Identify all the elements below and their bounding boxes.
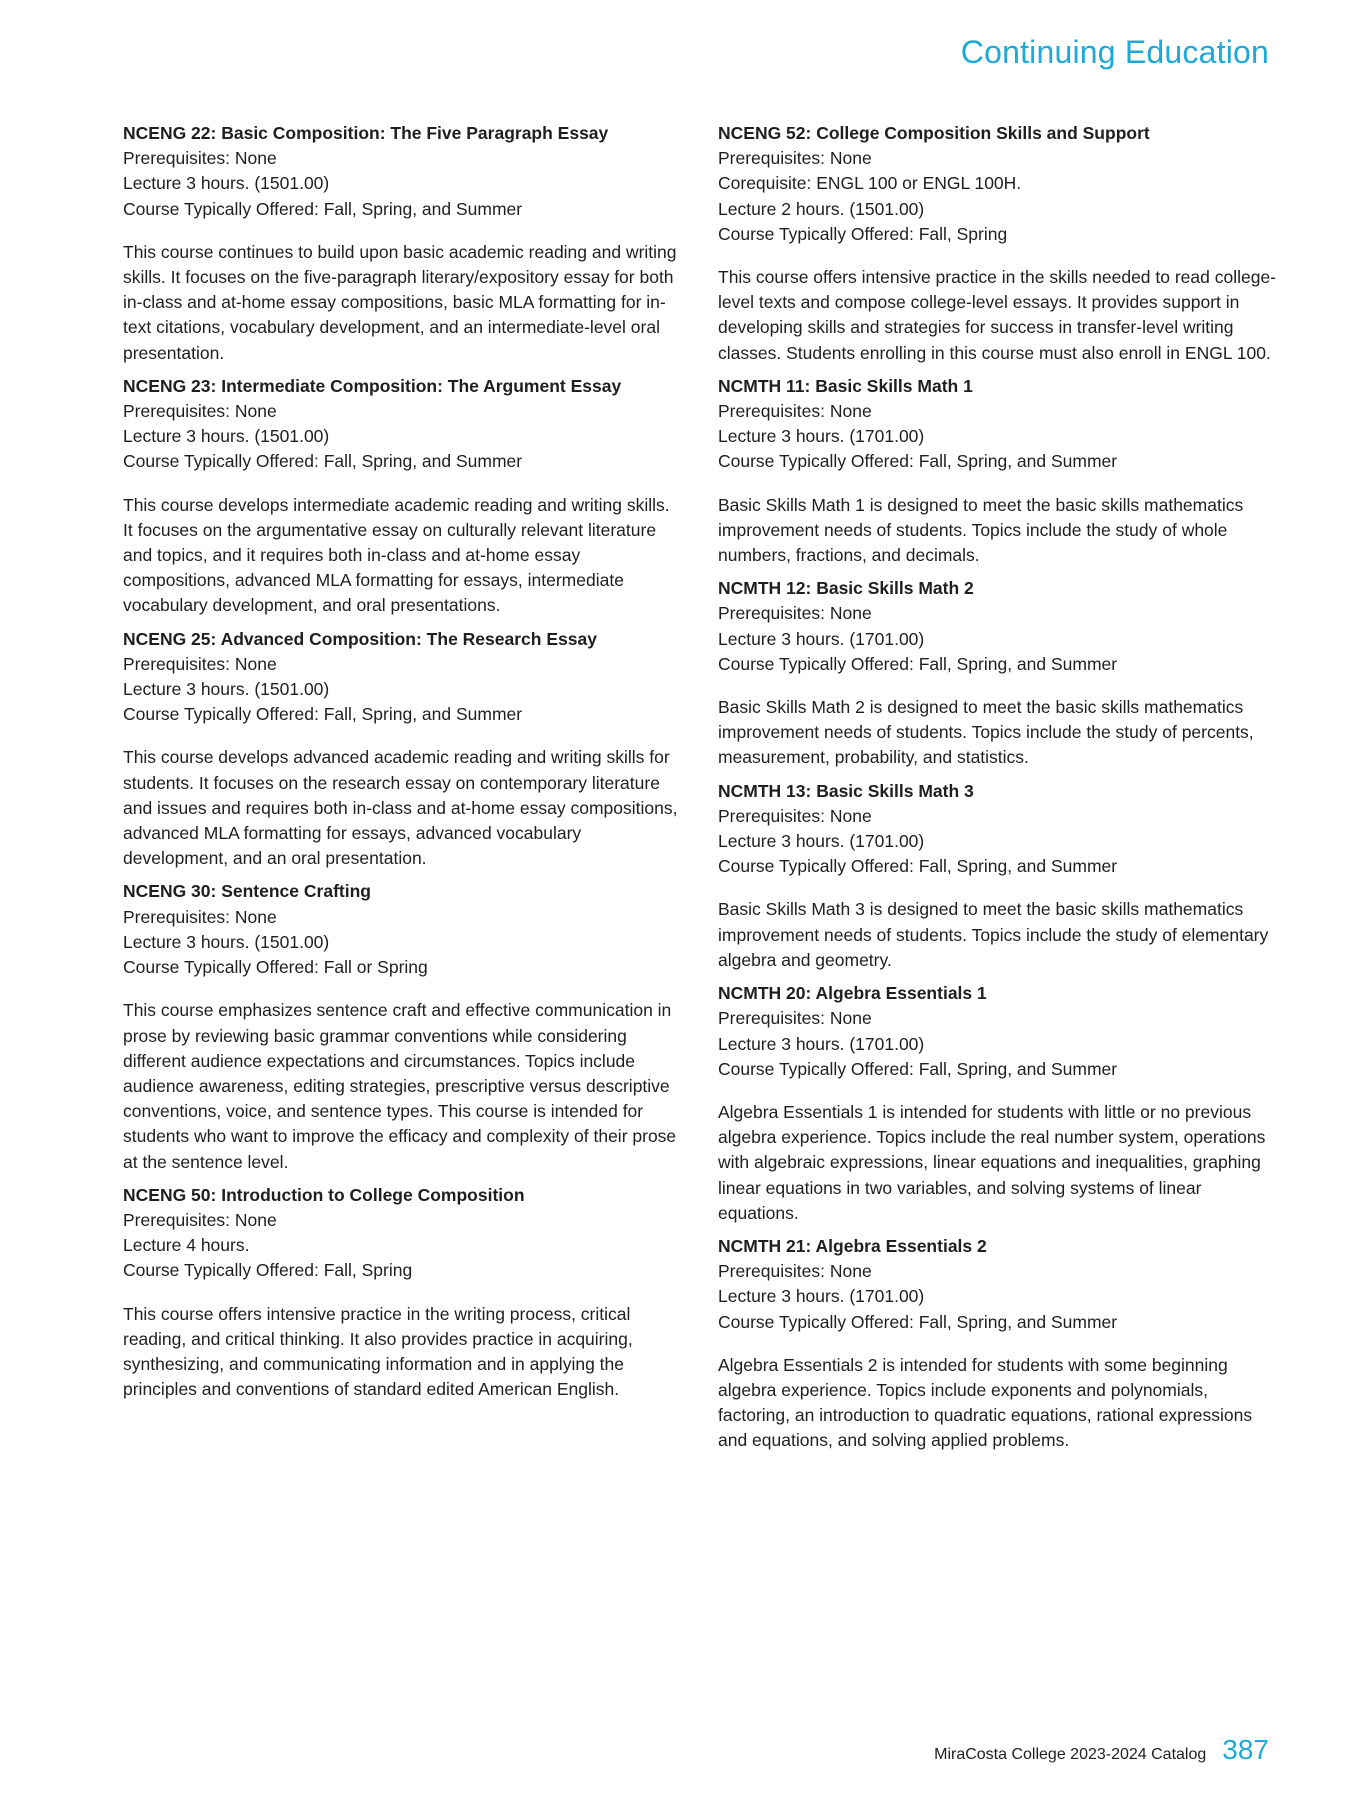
course-hours: Lecture 3 hours. (1501.00)	[123, 679, 330, 700]
page-number: 387	[1222, 1734, 1269, 1765]
course-entry	[718, 779, 1278, 973]
course-entry	[718, 981, 1278, 1226]
course-offered: Course Typically Offered: Fall, Spring	[123, 1260, 413, 1281]
course-hours: Lecture 3 hours. (1701.00)	[718, 426, 925, 447]
course-title: NCENG 50: Introduction to College Composition	[123, 1184, 525, 1205]
course-offered: Course Typically Offered: Fall or Spring	[123, 957, 428, 978]
course-hours: Lecture 2 hours. (1501.00)	[718, 198, 925, 219]
course-description: Basic Skills Math 3 is designed to meet the basic skills mathematics improvement needs of students. Topics include the study of elementary algebra and geometry.	[718, 899, 1269, 970]
course-entry	[123, 121, 683, 366]
course-prerequisites: Prerequisites: None	[123, 401, 277, 422]
course-offered: Course Typically Offered: Fall, Spring, and Summer	[718, 1058, 1118, 1079]
page-footer	[934, 1734, 1269, 1766]
course-corequisite: Corequisite: ENGL 100 or ENGL 100H.	[718, 173, 1022, 194]
course-column-left	[123, 121, 683, 1410]
course-prerequisites: Prerequisites: None	[123, 148, 277, 169]
course-description: This course emphasizes sentence craft and effective communication in prose by reviewing basic grammar conventions while considering different audience expectations and circumstances. Topics include audience awareness, editing strategies, prescriptive versus descriptive conventions, voice, and sentence types. This course is intended for students who want to improve the efficacy and complexity of their prose at the sentence level.	[123, 1000, 677, 1172]
course-hours: Lecture 4 hours.	[123, 1235, 250, 1256]
course-entry	[718, 576, 1278, 770]
course-entry	[718, 374, 1278, 568]
course-hours: Lecture 3 hours. (1501.00)	[123, 173, 330, 194]
course-prerequisites: Prerequisites: None	[718, 603, 872, 624]
course-entry	[718, 1234, 1278, 1454]
course-title: NCMTH 12: Basic Skills Math 2	[718, 578, 974, 599]
course-prerequisites: Prerequisites: None	[718, 805, 872, 826]
course-hours: Lecture 3 hours. (1701.00)	[718, 628, 925, 649]
course-description: This course continues to build upon basic academic reading and writing skills. It focuses on the five-paragraph literary/expository essay for both in-class and at-home essay compositions, basic MLA formatting for in-text citations, vocabulary development, and an intermediate-level oral presentation.	[123, 241, 677, 363]
course-description: Basic Skills Math 2 is designed to meet the basic skills mathematics improvement needs of students. Topics include the study of percents, measurement, probability, and statistics.	[718, 697, 1254, 768]
course-title: NCMTH 13: Basic Skills Math 3	[718, 780, 974, 801]
course-offered: Course Typically Offered: Fall, Spring, and Summer	[123, 704, 523, 725]
section-title: Continuing Education	[960, 34, 1269, 70]
course-title: NCENG 25: Advanced Composition: The Research Essay	[123, 628, 597, 649]
course-prerequisites: Prerequisites: None	[718, 148, 872, 169]
course-prerequisites: Prerequisites: None	[718, 1008, 872, 1029]
course-offered: Course Typically Offered: Fall, Spring, and Summer	[718, 653, 1118, 674]
course-offered: Course Typically Offered: Fall, Spring, and Summer	[123, 198, 523, 219]
course-description: Algebra Essentials 1 is intended for students with little or no previous algebra experience. Topics include the real number system, operations with algebraic expressions, linear equations and inequalities, graphing linear equations in two variables, and solving systems of linear equations.	[718, 1101, 1266, 1223]
course-entry	[123, 627, 683, 872]
course-hours: Lecture 3 hours. (1701.00)	[718, 831, 925, 852]
course-entry	[718, 121, 1278, 366]
course-prerequisites: Prerequisites: None	[123, 1209, 277, 1230]
course-offered: Course Typically Offered: Fall, Spring, and Summer	[718, 451, 1118, 472]
course-description: This course develops intermediate academic reading and writing skills. It focuses on the argumentative essay on culturally relevant literature and topics, and it requires both in-class and at-home essay compositions, advanced MLA formatting for essays, intermediate vocabulary development, and oral presentations.	[123, 494, 670, 616]
course-hours: Lecture 3 hours. (1501.00)	[123, 931, 330, 952]
course-hours: Lecture 3 hours. (1701.00)	[718, 1033, 925, 1054]
course-offered: Course Typically Offered: Fall, Spring, and Summer	[718, 1311, 1118, 1332]
course-description: This course offers intensive practice in the skills needed to read college-level texts and compose college-level essays. It provides support in developing skills and strategies for success in transfer-level writing classes. Students enrolling in this course must also enroll in ENGL 100.	[718, 267, 1277, 363]
course-column-right	[718, 121, 1278, 1462]
course-entry	[123, 1183, 683, 1403]
course-title: NCENG 52: College Composition Skills and Support	[718, 123, 1150, 143]
course-prerequisites: Prerequisites: None	[123, 906, 277, 927]
course-prerequisites: Prerequisites: None	[718, 401, 872, 422]
course-offered: Course Typically Offered: Fall, Spring, and Summer	[718, 856, 1118, 877]
course-prerequisites: Prerequisites: None	[718, 1261, 872, 1282]
course-description: Algebra Essentials 2 is intended for students with some beginning algebra experience. Topics include exponents and polynomials, factoring, an introduction to quadratic equations, rational expressions and equations, and solving applied problems.	[718, 1354, 1253, 1451]
course-hours: Lecture 3 hours. (1501.00)	[123, 426, 330, 447]
course-entry	[123, 374, 683, 619]
course-offered: Course Typically Offered: Fall, Spring	[718, 223, 1008, 244]
course-prerequisites: Prerequisites: None	[123, 653, 277, 674]
course-title: NCENG 30: Sentence Crafting	[123, 881, 371, 902]
course-title: NCMTH 11: Basic Skills Math 1	[718, 375, 973, 396]
course-description: Basic Skills Math 1 is designed to meet the basic skills mathematics improvement needs of students. Topics include the study of whole numbers, fractions, and decimals.	[718, 494, 1244, 566]
course-title: NCMTH 20: Algebra Essentials 1	[718, 983, 987, 1004]
course-description: This course offers intensive practice in the writing process, critical reading, and critical thinking. It also provides practice in acquiring, synthesizing, and communicating information and in applying the principles and conventions of standard edited American English.	[123, 1303, 633, 1400]
course-offered: Course Typically Offered: Fall, Spring, and Summer	[123, 451, 523, 472]
course-description: This course develops advanced academic reading and writing skills for students. It focuses on the research essay on contemporary literature and issues and requires both in-class and at-home essay compositions, advanced MLA formatting for essays, advanced vocabulary development, and an oral presentation.	[123, 747, 678, 869]
catalog-name: MiraCosta College 2023-2024 Catalog	[934, 1746, 1207, 1763]
course-hours: Lecture 3 hours. (1701.00)	[718, 1286, 925, 1307]
course-entry	[123, 879, 683, 1174]
course-title: NCMTH 21: Algebra Essentials 2	[718, 1235, 987, 1256]
course-title: NCENG 22: Basic Composition: The Five Paragraph Essay	[123, 123, 609, 143]
course-title: NCENG 23: Intermediate Composition: The Argument Essay	[123, 375, 622, 396]
